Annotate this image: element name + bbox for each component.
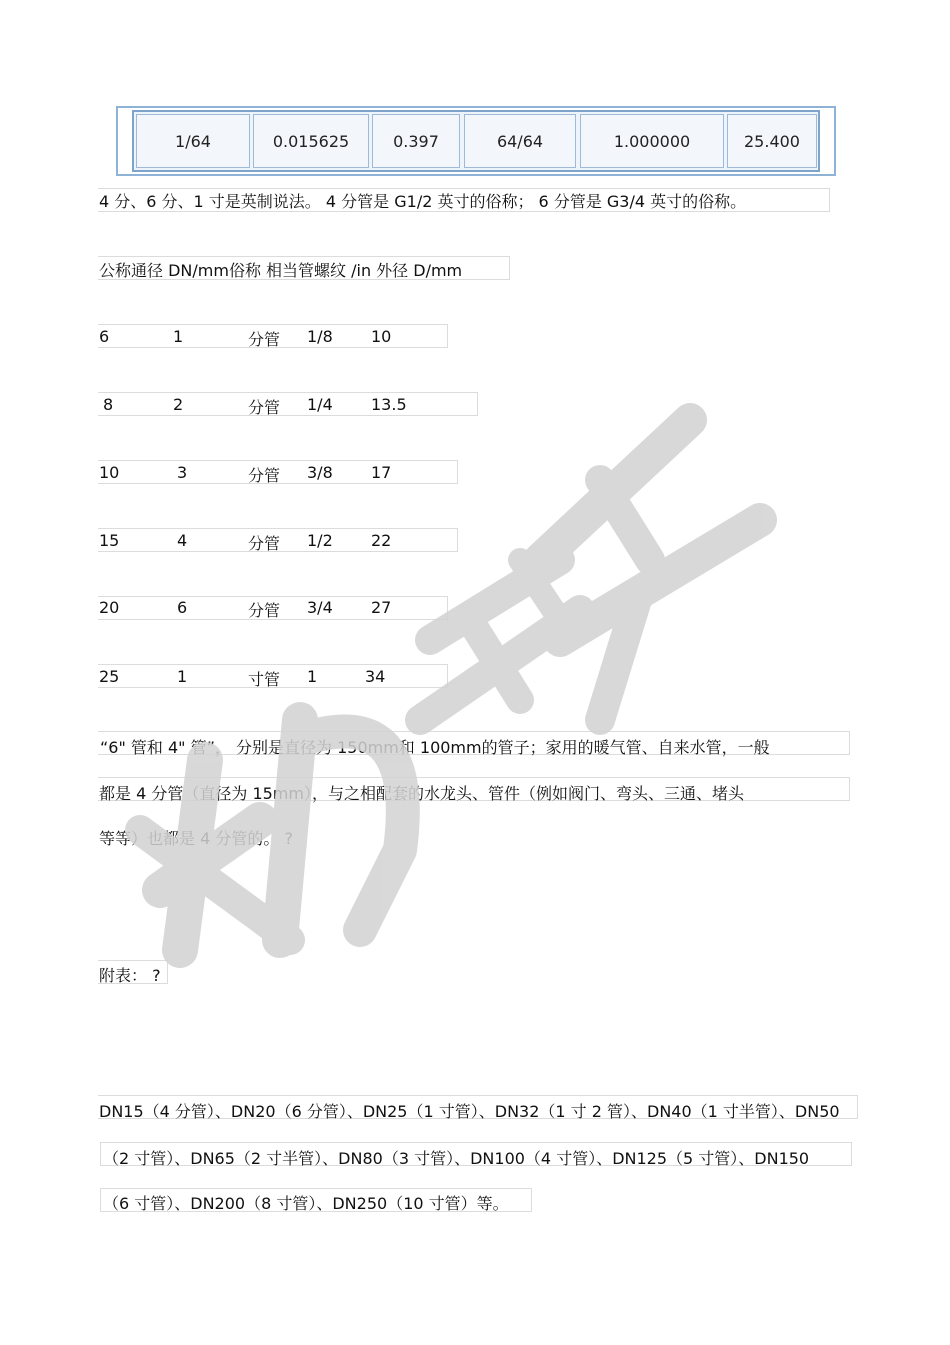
table-cell: 0.397 <box>372 114 460 168</box>
outer-diameter: 34 <box>365 667 386 686</box>
pipe-unit: 分管 <box>248 398 281 417</box>
pipe-unit: 分管 <box>248 466 281 485</box>
pipe-unit: 寸管 <box>248 670 281 689</box>
thread-size: 1 <box>307 667 318 686</box>
dn-value: 8 <box>103 395 114 414</box>
common-size: 2 <box>173 395 184 414</box>
table-cell: 64/64 <box>464 114 576 168</box>
thread-size: 3/8 <box>307 463 333 482</box>
common-size: 6 <box>177 598 188 617</box>
common-size: 1 <box>173 327 184 346</box>
conversion-table-row <box>132 110 820 172</box>
table-cell: 1.000000 <box>580 114 724 168</box>
pipe-table-header: 公称通径 DN/mm俗称 相当管螺纹 /in 外径 D/mm <box>99 261 463 280</box>
outer-diameter: 17 <box>371 463 392 482</box>
dn-value: 20 <box>99 598 120 617</box>
paragraph-line: 都是 4 分管（直径为 15mm），与之相配套的水龙头、管件（例如阀门、弯头、三通、堵头 <box>99 784 744 803</box>
pipe-unit: 分管 <box>248 534 281 553</box>
table-cell: 25.400 <box>727 114 817 168</box>
thread-size: 1/8 <box>307 327 333 346</box>
thread-size: 1/4 <box>307 395 333 414</box>
outer-diameter: 22 <box>371 531 392 550</box>
table-cell: 1/64 <box>136 114 250 168</box>
table-cell: 0.015625 <box>253 114 369 168</box>
pipe-unit: 分管 <box>248 330 281 349</box>
common-size: 1 <box>177 667 188 686</box>
dn-value: 15 <box>99 531 120 550</box>
paragraph-line: 等等）也都是 4 分管的。 ? <box>99 829 293 848</box>
dn-value: 25 <box>99 667 120 686</box>
pipe-unit: 分管 <box>248 601 281 620</box>
outer-diameter: 10 <box>371 327 392 346</box>
appendix-label: 附表： ? <box>99 966 161 985</box>
outer-diameter: 13.5 <box>371 395 407 414</box>
paragraph-line: “6" 管和 4" 管”， 分别是直径为 150mm和 100mm的管子；家用的暖气管、自来水管，一般 <box>100 738 770 757</box>
dn-list-line: （6 寸管）、DN200（8 寸管）、DN250（10 寸管）等。 <box>103 1194 509 1213</box>
thread-size: 3/4 <box>307 598 333 617</box>
dn-value: 10 <box>99 463 120 482</box>
intro-text: 4 分、6 分、1 寸是英制说法。 4 分管是 G1/2 英寸的俗称； 6 分管是 G3/4 英寸的俗称。 <box>99 192 747 211</box>
outer-diameter: 27 <box>371 598 392 617</box>
dn-list-line: DN15（4 分管）、DN20（6 分管）、DN25（1 寸管）、DN32（1 寸 2 管）、DN40（1 寸半管）、DN50 <box>99 1102 840 1121</box>
text-frame <box>98 392 478 416</box>
conversion-table <box>116 106 836 176</box>
thread-size: 1/2 <box>307 531 333 550</box>
common-size: 3 <box>177 463 188 482</box>
dn-value: 6 <box>99 327 110 346</box>
dn-list-line: （2 寸管）、DN65（2 寸半管）、DN80（3 寸管）、DN100（4 寸管）、DN125（5 寸管）、DN150 <box>103 1149 810 1168</box>
common-size: 4 <box>177 531 188 550</box>
